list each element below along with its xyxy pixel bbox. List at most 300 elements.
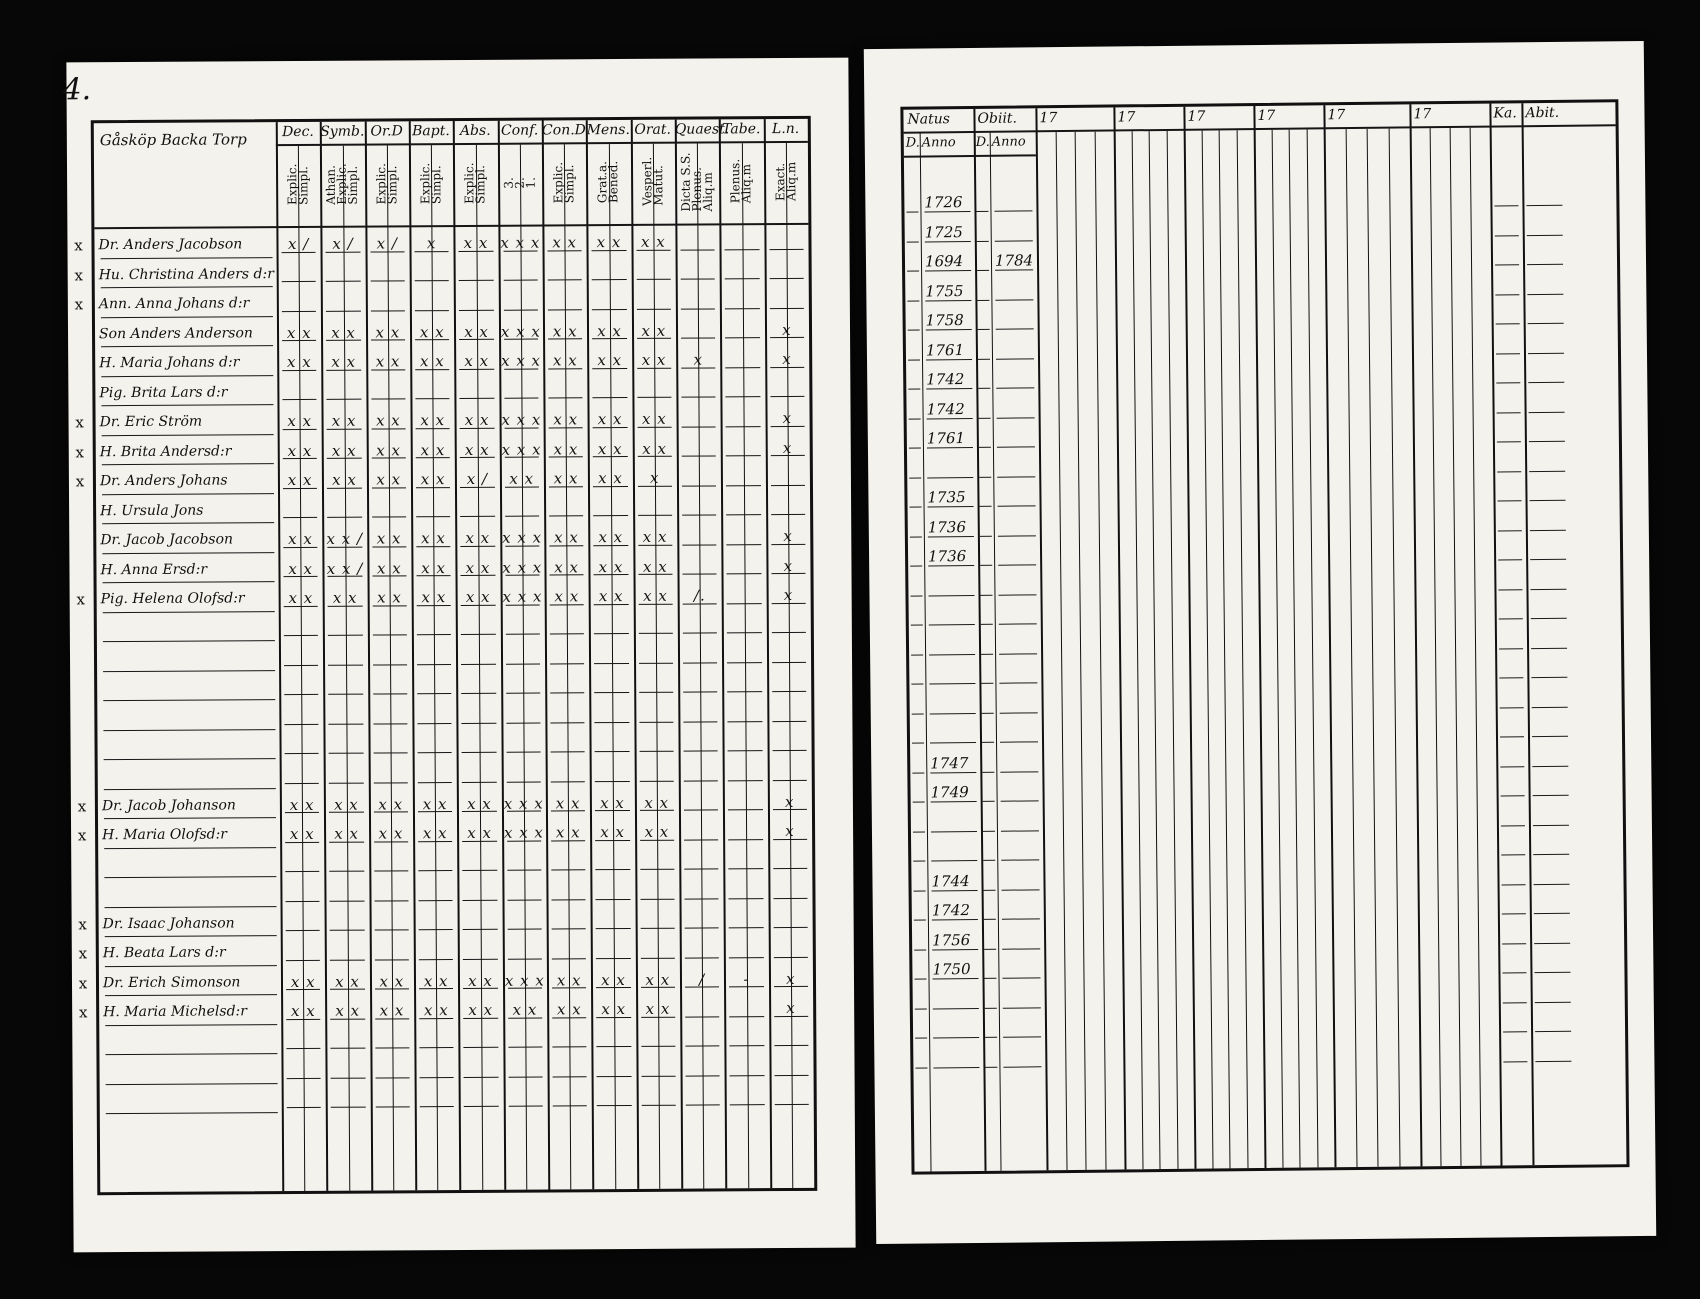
tally-mark <box>725 1026 769 1050</box>
tally-mark <box>676 377 720 401</box>
tally-mark <box>368 762 412 786</box>
tally-mark: x x <box>378 794 404 814</box>
ledger-line <box>1055 132 1067 1170</box>
tally-mark: x x <box>598 587 624 606</box>
row-rule <box>977 299 989 300</box>
ledger-line <box>1131 131 1143 1169</box>
row-rule <box>1495 235 1519 236</box>
row-rule <box>1531 677 1567 678</box>
ledger-line <box>1388 129 1400 1167</box>
tally-mark: x <box>784 792 795 811</box>
tally-mark <box>502 909 546 933</box>
tally-mark: x <box>693 350 704 369</box>
row-rule <box>907 271 919 272</box>
tally-mark <box>321 291 365 315</box>
person-name <box>101 644 277 671</box>
tally-mark <box>282 1087 326 1111</box>
tally-mark <box>592 1026 636 1050</box>
ledger-line <box>1271 130 1283 1168</box>
tally-mark <box>280 881 324 905</box>
tally-mark <box>634 672 678 696</box>
tally-mark: x x x <box>503 823 544 842</box>
tally-mark <box>676 318 720 342</box>
row-rule <box>910 566 922 567</box>
column-divider <box>1113 107 1126 1169</box>
row-rule <box>1533 795 1569 796</box>
row-rule <box>909 477 921 478</box>
tally-mark <box>769 1084 813 1108</box>
tally-mark: x x <box>422 794 448 813</box>
tally-mark: x x <box>379 1001 405 1020</box>
tally-mark <box>367 497 411 521</box>
tally-mark <box>501 732 545 756</box>
tally-mark: x x <box>465 558 491 577</box>
tally-mark: - <box>743 969 750 988</box>
birth-year: 1726 <box>924 193 963 212</box>
tally-mark <box>498 289 542 313</box>
row-rule <box>985 1066 997 1067</box>
birth-year: 1761 <box>925 340 965 359</box>
tally-mark <box>547 938 591 962</box>
tally-mark: x x <box>463 233 489 252</box>
row-rule <box>911 684 923 685</box>
person-name: Son Anders Anderson <box>98 324 253 342</box>
row-rule <box>1000 712 1038 713</box>
tally-mark <box>326 1028 370 1052</box>
tally-mark <box>455 496 499 520</box>
row-rule <box>1527 264 1563 265</box>
column-divider <box>1253 106 1266 1168</box>
tally-mark <box>547 1027 591 1051</box>
row-rule <box>911 654 923 655</box>
tally-mark: x x <box>553 439 579 458</box>
tally-mark <box>768 937 812 961</box>
tally-mark: x x <box>419 322 445 341</box>
tally-mark <box>767 730 811 754</box>
left-page <box>62 58 855 1253</box>
tally-mark <box>501 673 545 697</box>
tally-mark <box>768 848 812 872</box>
tally-mark <box>503 1086 547 1110</box>
tally-mark <box>722 642 766 666</box>
tally-mark: x x <box>288 529 313 549</box>
row-rule <box>1502 884 1526 885</box>
tally-mark <box>370 1057 414 1081</box>
right-page <box>864 41 1656 1244</box>
tally-mark <box>634 643 678 667</box>
tally-mark: x x <box>552 351 578 370</box>
birth-year: 1725 <box>924 222 963 241</box>
row-rule <box>980 506 992 507</box>
row-rule <box>982 771 994 772</box>
tally-mark <box>325 910 369 934</box>
tally-mark <box>324 763 368 787</box>
column-heading: Obiit. <box>977 110 1018 127</box>
column-divider <box>1035 108 1048 1170</box>
tally-mark <box>411 497 455 521</box>
tally-mark <box>720 288 764 312</box>
tally-mark <box>323 615 367 639</box>
column-subheading: Explic. Simpl. <box>462 162 488 204</box>
row-rule <box>1002 918 1040 919</box>
row-rule <box>979 417 991 418</box>
row-rule <box>930 712 976 713</box>
tally-mark <box>767 701 811 725</box>
tally-mark: x x <box>288 559 314 578</box>
column-divider <box>1409 104 1422 1166</box>
tally-mark <box>365 261 409 285</box>
tally-mark: x x <box>597 410 623 429</box>
row-rule <box>996 358 1034 359</box>
tally-mark <box>721 406 765 430</box>
tally-mark <box>543 289 587 313</box>
row-rule <box>1003 1036 1041 1037</box>
tally-mark: x x <box>467 823 492 842</box>
tally-mark <box>545 643 589 667</box>
tally-mark: x <box>786 998 796 1018</box>
tally-mark <box>722 672 766 696</box>
birth-year: 1750 <box>932 960 971 979</box>
tally-mark <box>721 377 765 401</box>
column-heading: L.n. <box>771 120 800 138</box>
tally-mark: x x <box>335 1001 361 1020</box>
row-rule <box>1532 706 1568 707</box>
tally-mark <box>322 497 366 521</box>
row-rule <box>996 328 1034 329</box>
tally-mark <box>366 379 410 403</box>
tally-mark <box>279 704 323 728</box>
tally-mark <box>679 760 723 784</box>
row-rule <box>983 801 995 802</box>
tally-mark <box>279 674 323 698</box>
column-heading: 17 <box>1257 107 1276 124</box>
birth-year: 1694 <box>924 252 964 271</box>
tally-mark: x x <box>376 440 401 460</box>
catechetical-register-table <box>74 116 818 1195</box>
tally-mark: x x <box>642 557 668 576</box>
row-rule <box>1001 800 1039 801</box>
tally-mark <box>591 879 635 903</box>
row-rule <box>1529 411 1565 412</box>
tally-mark <box>768 907 812 931</box>
row-rule <box>1532 736 1568 737</box>
tally-mark: x x <box>552 233 578 252</box>
tally-mark <box>724 908 768 932</box>
row-rule <box>1533 824 1569 825</box>
row-rule <box>1002 889 1040 890</box>
person-name <box>101 674 277 701</box>
row-rule <box>1503 1031 1527 1032</box>
tally-mark: x x <box>420 470 446 489</box>
margin-mark: x <box>75 472 85 491</box>
row-rule <box>983 860 995 861</box>
tally-mark <box>587 289 631 313</box>
tally-mark: x x <box>375 322 401 342</box>
tally-mark <box>634 761 678 785</box>
tally-mark: x x <box>553 410 579 429</box>
person-name <box>101 615 277 642</box>
row-rule <box>927 476 973 477</box>
row-rule <box>915 1038 927 1039</box>
column-subheading: D. <box>975 134 990 150</box>
tally-mark: x <box>785 821 795 841</box>
row-rule <box>985 1037 997 1038</box>
tally-mark <box>456 644 500 668</box>
column-heading: Symb. <box>320 123 365 140</box>
row-rule <box>1501 854 1525 855</box>
tally-mark <box>457 762 501 786</box>
tally-mark <box>459 1086 503 1110</box>
birth-year: 1742 <box>926 399 965 418</box>
tally-mark <box>500 614 544 638</box>
death-year: 1784 <box>994 251 1034 270</box>
tally-mark <box>592 1085 636 1109</box>
tally-mark <box>635 938 679 962</box>
tally-mark: x x x <box>501 410 542 429</box>
tally-mark <box>769 1025 813 1049</box>
tally-mark <box>459 1027 503 1051</box>
tally-mark <box>679 790 723 814</box>
tally-mark <box>587 259 631 283</box>
row-rule <box>1532 765 1568 766</box>
tally-mark <box>502 850 546 874</box>
tally-mark <box>413 851 457 875</box>
tally-mark: x x <box>290 972 316 991</box>
person-name: Pig. Brita Lars d:r <box>99 383 228 401</box>
birth-year: 1742 <box>931 901 971 920</box>
column-heading: Bapt. <box>412 123 450 140</box>
row-rule <box>1500 707 1524 708</box>
row-rule <box>909 418 921 419</box>
tally-mark: x x <box>601 970 626 989</box>
row-rule <box>1499 618 1523 619</box>
tally-mark: x x <box>554 557 580 576</box>
tally-mark <box>455 378 499 402</box>
column-heading: 17 <box>1187 108 1206 125</box>
tally-mark: x x <box>335 972 360 991</box>
row-rule <box>908 330 920 331</box>
tally-mark <box>720 259 764 283</box>
row-rule <box>997 446 1035 447</box>
tally-mark <box>588 495 632 519</box>
row-rule <box>981 653 993 654</box>
tally-mark <box>724 849 768 873</box>
person-name: Hu. Christina Anders d:r <box>98 265 274 283</box>
tally-mark <box>277 291 321 315</box>
tally-mark <box>370 1087 414 1111</box>
person-name: Dr. Isaac Johanson <box>102 914 235 932</box>
tally-mark: x x <box>642 439 667 458</box>
tally-mark: x x <box>464 322 489 341</box>
tally-mark <box>592 1056 636 1080</box>
column-heading: Con.D <box>541 122 586 139</box>
row-rule <box>1528 323 1564 324</box>
tally-mark <box>635 879 679 903</box>
tally-mark <box>723 760 767 784</box>
column-subheading: Grat.a. Bened. <box>595 160 621 204</box>
tally-mark: x <box>649 468 660 487</box>
row-rule <box>1499 677 1523 678</box>
tally-mark <box>633 613 677 637</box>
tally-mark: x x <box>643 586 668 605</box>
birth-year: 1756 <box>932 930 971 949</box>
tally-mark <box>279 733 323 757</box>
tally-mark: x x <box>288 588 314 608</box>
tally-mark <box>767 760 811 784</box>
birth-year: 1758 <box>925 311 964 330</box>
tally-mark: x x <box>379 971 405 991</box>
row-rule <box>995 299 1033 300</box>
tally-mark: x x <box>465 587 491 606</box>
tally-mark <box>725 1055 769 1079</box>
tally-mark <box>281 1058 325 1082</box>
tally-mark: x x <box>553 469 579 488</box>
tally-mark: x x <box>332 588 358 607</box>
row-rule <box>998 564 1036 565</box>
tally-mark: x x <box>421 588 447 607</box>
row-rule <box>1498 500 1522 501</box>
margin-mark: x <box>74 265 83 284</box>
row-rule <box>914 949 926 950</box>
tally-mark: x x <box>421 529 446 548</box>
birth-year: 1735 <box>927 488 966 507</box>
tally-mark <box>679 878 723 902</box>
tally-mark: x <box>426 234 437 253</box>
column-heading: Tabe. <box>722 121 761 138</box>
column-heading: Dec. <box>282 123 314 141</box>
margin-mark: x <box>75 442 85 461</box>
column-subheading: D. <box>905 135 920 151</box>
tally-mark <box>680 1026 724 1050</box>
column-heading: Ka. <box>1493 105 1517 122</box>
tally-mark <box>676 259 720 283</box>
tally-mark: x x <box>645 970 671 989</box>
tally-mark <box>368 674 412 698</box>
tally-mark <box>501 643 545 667</box>
column-heading: Conf. <box>500 122 539 139</box>
ledger-line <box>1075 132 1087 1170</box>
tally-mark <box>324 704 368 728</box>
row-rule <box>1534 883 1570 884</box>
tally-mark <box>723 701 767 725</box>
ledger-line <box>1236 130 1248 1168</box>
ledger-line <box>1289 130 1301 1168</box>
row-rule <box>982 742 994 743</box>
tally-mark: x x <box>466 794 492 813</box>
tally-mark <box>681 1085 725 1109</box>
row-rule <box>915 1008 927 1009</box>
birth-year: 1747 <box>930 753 969 772</box>
ledger-line <box>1094 132 1106 1170</box>
birth-year: 1736 <box>927 517 967 536</box>
person-name: Dr. Eric Ström <box>99 413 203 431</box>
tally-mark <box>633 495 677 519</box>
tally-mark <box>588 377 632 401</box>
column-subheading: Exact. Aliq.m <box>772 161 799 201</box>
tally-mark <box>677 465 721 489</box>
tally-mark <box>678 613 722 637</box>
tally-mark <box>454 290 498 314</box>
tally-mark <box>499 378 543 402</box>
tally-mark <box>456 673 500 697</box>
tally-mark: x x <box>641 350 667 369</box>
tally-mark <box>677 495 721 519</box>
person-name: Dr. Erich Simonson <box>102 973 241 991</box>
tally-mark <box>546 761 590 785</box>
tally-mark <box>414 1028 458 1052</box>
row-rule <box>913 831 925 832</box>
tally-mark <box>502 879 546 903</box>
margin-mark: x <box>78 944 88 963</box>
tally-mark <box>591 849 635 873</box>
tally-mark: x x <box>332 470 357 489</box>
tally-mark: x x <box>331 352 357 371</box>
tally-mark <box>413 762 457 786</box>
ledger-line <box>1201 131 1213 1169</box>
column-subheading: Athan. Explic. Simpl. <box>323 162 361 205</box>
tally-mark <box>724 937 768 961</box>
tally-mark: x <box>782 438 793 457</box>
tally-mark: x x / <box>326 559 364 578</box>
tally-mark <box>414 1057 458 1081</box>
tally-mark <box>680 1055 724 1079</box>
tally-mark: x x <box>554 587 580 606</box>
row-rule <box>1495 294 1519 295</box>
row-rule <box>915 1067 927 1068</box>
tally-mark <box>456 614 500 638</box>
ledger-line <box>1306 129 1318 1167</box>
tally-mark: x <box>786 969 796 988</box>
row-rule <box>915 979 927 980</box>
tally-mark <box>767 671 811 695</box>
tally-mark: x x <box>464 351 490 370</box>
tally-mark <box>326 1058 370 1082</box>
row-rule <box>1496 353 1520 354</box>
tally-mark <box>768 878 812 902</box>
row-rule <box>1498 559 1522 560</box>
ledger-line <box>1166 131 1178 1169</box>
tally-mark <box>678 642 722 666</box>
tally-mark <box>725 1085 769 1109</box>
row-rule <box>999 682 1037 683</box>
row-rule <box>906 212 918 213</box>
tally-mark: x x x <box>500 322 541 341</box>
row-rule <box>914 920 926 921</box>
tally-mark <box>721 436 765 460</box>
tally-mark: x x <box>644 793 670 812</box>
tally-mark: x x x <box>503 793 544 813</box>
row-rule <box>1527 293 1563 294</box>
row-rule <box>1498 589 1522 590</box>
tally-mark <box>677 524 721 548</box>
tally-mark: x x <box>464 410 490 429</box>
person-name <box>103 1028 279 1055</box>
tally-mark: x x <box>598 528 624 547</box>
tally-mark <box>324 733 368 757</box>
tally-mark: x x <box>468 1000 494 1019</box>
tally-mark <box>631 289 675 313</box>
row-rule <box>1535 1001 1571 1002</box>
row-rule <box>1530 559 1566 560</box>
row-rule <box>1530 588 1566 589</box>
row-rule <box>1527 234 1563 235</box>
tally-mark <box>410 290 454 314</box>
tally-mark: x x <box>290 1001 316 1021</box>
row-rule <box>910 595 922 596</box>
tally-mark <box>548 1086 592 1110</box>
row-rule <box>1497 412 1521 413</box>
tally-mark <box>321 261 365 285</box>
